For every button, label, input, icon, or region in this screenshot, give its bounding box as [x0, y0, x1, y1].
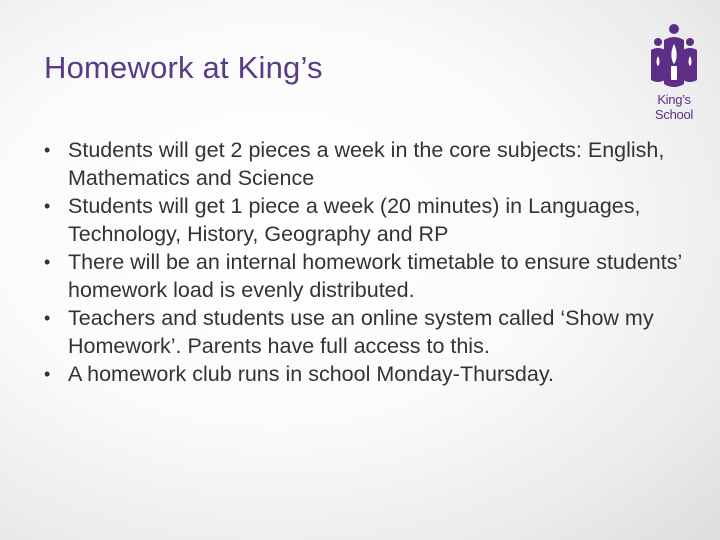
- bullet-text: Students will get 2 pieces a week in the core subjects: English, Mathematics and Science: [68, 138, 665, 190]
- logo-text-school: School: [655, 107, 693, 122]
- kings-school-crest-icon: [646, 20, 702, 92]
- bullet-item: [44, 192, 694, 248]
- bullet-list: [44, 136, 694, 388]
- bullet-text: Students will get 1 piece a week (20 minutes) in Languages, Technology, History, Geography and RP: [68, 194, 641, 246]
- school-logo: [646, 20, 702, 124]
- bullet-dot-icon: •: [44, 364, 51, 384]
- slide-title: Homework at King’s: [44, 50, 323, 85]
- bullet-item: [44, 304, 694, 360]
- bullet-dot-icon: •: [44, 252, 51, 272]
- logo-text-kings: King’s: [657, 92, 691, 107]
- bullet-item: [44, 360, 694, 388]
- bullet-dot-icon: •: [44, 196, 51, 216]
- bullet-item: [44, 136, 694, 192]
- bullet-text: There will be an internal homework timetable to ensure students’ homework load is evenly distributed.: [68, 250, 682, 302]
- bullet-dot-icon: •: [44, 140, 51, 160]
- bullet-text: Teachers and students use an online system called ‘Show my Homework’. Parents have full access to this.: [68, 306, 654, 358]
- bullet-item: [44, 248, 694, 304]
- bullet-dot-icon: •: [44, 308, 51, 328]
- bullet-text: A homework club runs in school Monday-Thursday.: [68, 362, 554, 386]
